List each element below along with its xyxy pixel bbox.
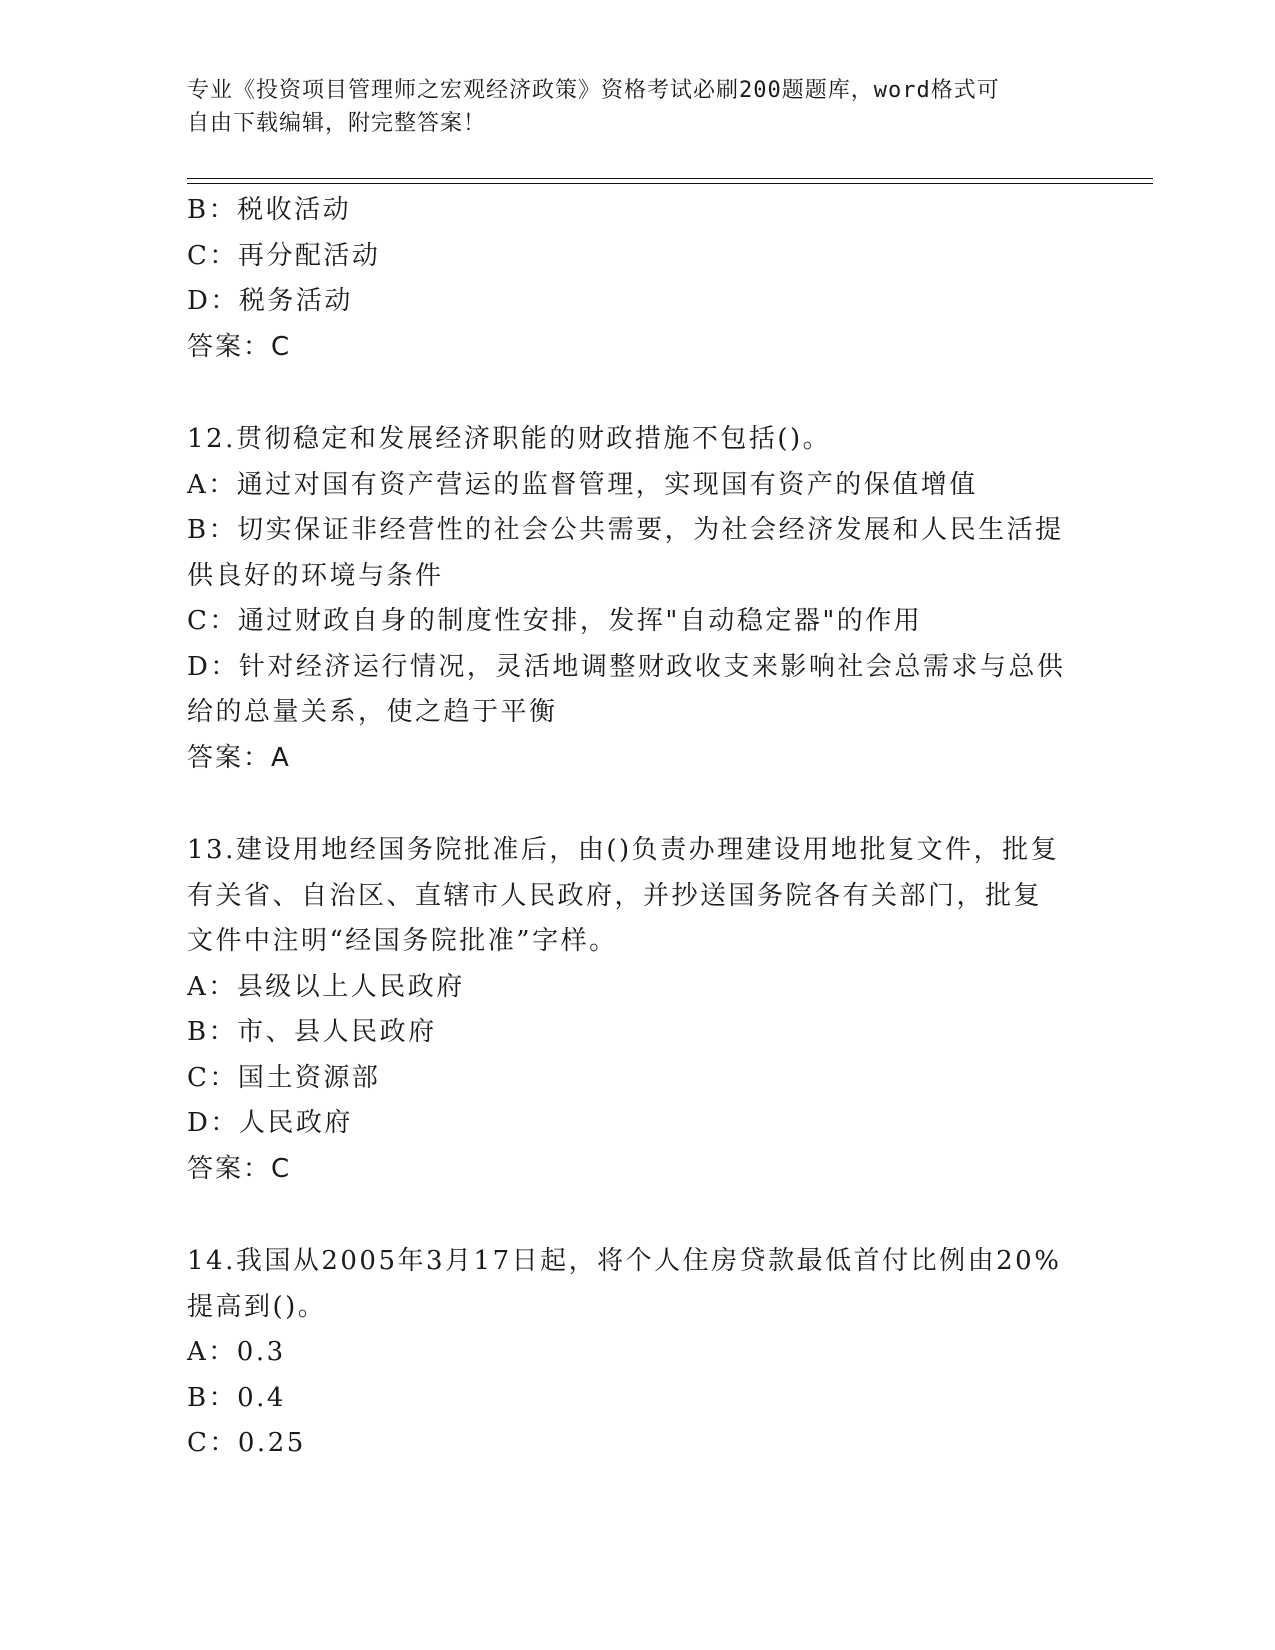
question-14	[187, 1239, 1087, 1467]
question-spacer	[187, 370, 1087, 417]
option-c: C：0.25	[187, 1428, 306, 1458]
document-header	[187, 74, 1087, 140]
question-12	[187, 417, 1087, 781]
answer-label: 答案：C	[187, 331, 292, 362]
option-b: B：0.4	[187, 1382, 286, 1413]
option-d: D：人民政府	[187, 1108, 353, 1138]
option-c: C：国土资源部	[187, 1062, 381, 1093]
option-d: D：针对经济运行情况，灵活地调整财政收支来影响社会总需求与总供	[187, 651, 1066, 682]
header-line-2: 自由下载编辑，附完整答案！	[187, 111, 487, 136]
option-d-continued: 给的总量关系，使之趋于平衡	[187, 697, 558, 727]
question-13	[187, 828, 1087, 1192]
option-a: A：县级以上人民政府	[187, 971, 465, 1002]
option-b: B：市、县人民政府	[187, 1017, 437, 1047]
question-stem: 13.建设用地经国务院批准后，由()负责办理建设用地批复文件，批复	[187, 835, 1060, 865]
option-a: A：0.3	[187, 1337, 286, 1367]
header-divider-top	[187, 178, 1153, 179]
option-a: A：通过对国有资产营运的监督管理，实现国有资产的保值增值	[187, 469, 978, 500]
option-c: C：再分配活动	[187, 240, 381, 271]
answer-label: 答案：A	[187, 742, 291, 773]
question-spacer	[187, 781, 1087, 828]
question-stem: 12.贯彻稳定和发展经济职能的财政措施不包括()。	[187, 424, 832, 454]
header-line-1: 专业《投资项目管理师之宏观经济政策》资格考试必刷200题题库，word格式可	[187, 78, 1000, 103]
option-b: B：税收活动	[187, 195, 352, 225]
question-stem-continued: 文件中注明“经国务院批准”字样。	[187, 926, 618, 956]
option-b-continued: 供良好的环境与条件	[187, 560, 444, 591]
option-b: B：切实保证非经营性的社会公共需要，为社会经济发展和人民生活提	[187, 515, 1064, 545]
question-spacer	[187, 1192, 1087, 1239]
answer-label: 答案：C	[187, 1153, 292, 1184]
question-list	[187, 188, 1087, 1467]
question-stem-continued: 提高到()。	[187, 1291, 327, 1322]
question-stem-continued: 有关省、自治区、直辖市人民政府，并抄送国务院各有关部门，批复	[187, 880, 1043, 911]
option-d: D：税务活动	[187, 286, 353, 316]
option-c: C：通过财政自身的制度性安排，发挥"自动稳定器"的作用	[187, 606, 923, 636]
question-11-tail	[187, 188, 1087, 370]
question-stem: 14.我国从2005年3月17日起，将个人住房贷款最低首付比例由20%	[187, 1246, 1062, 1276]
header-divider-bottom	[187, 183, 1153, 184]
